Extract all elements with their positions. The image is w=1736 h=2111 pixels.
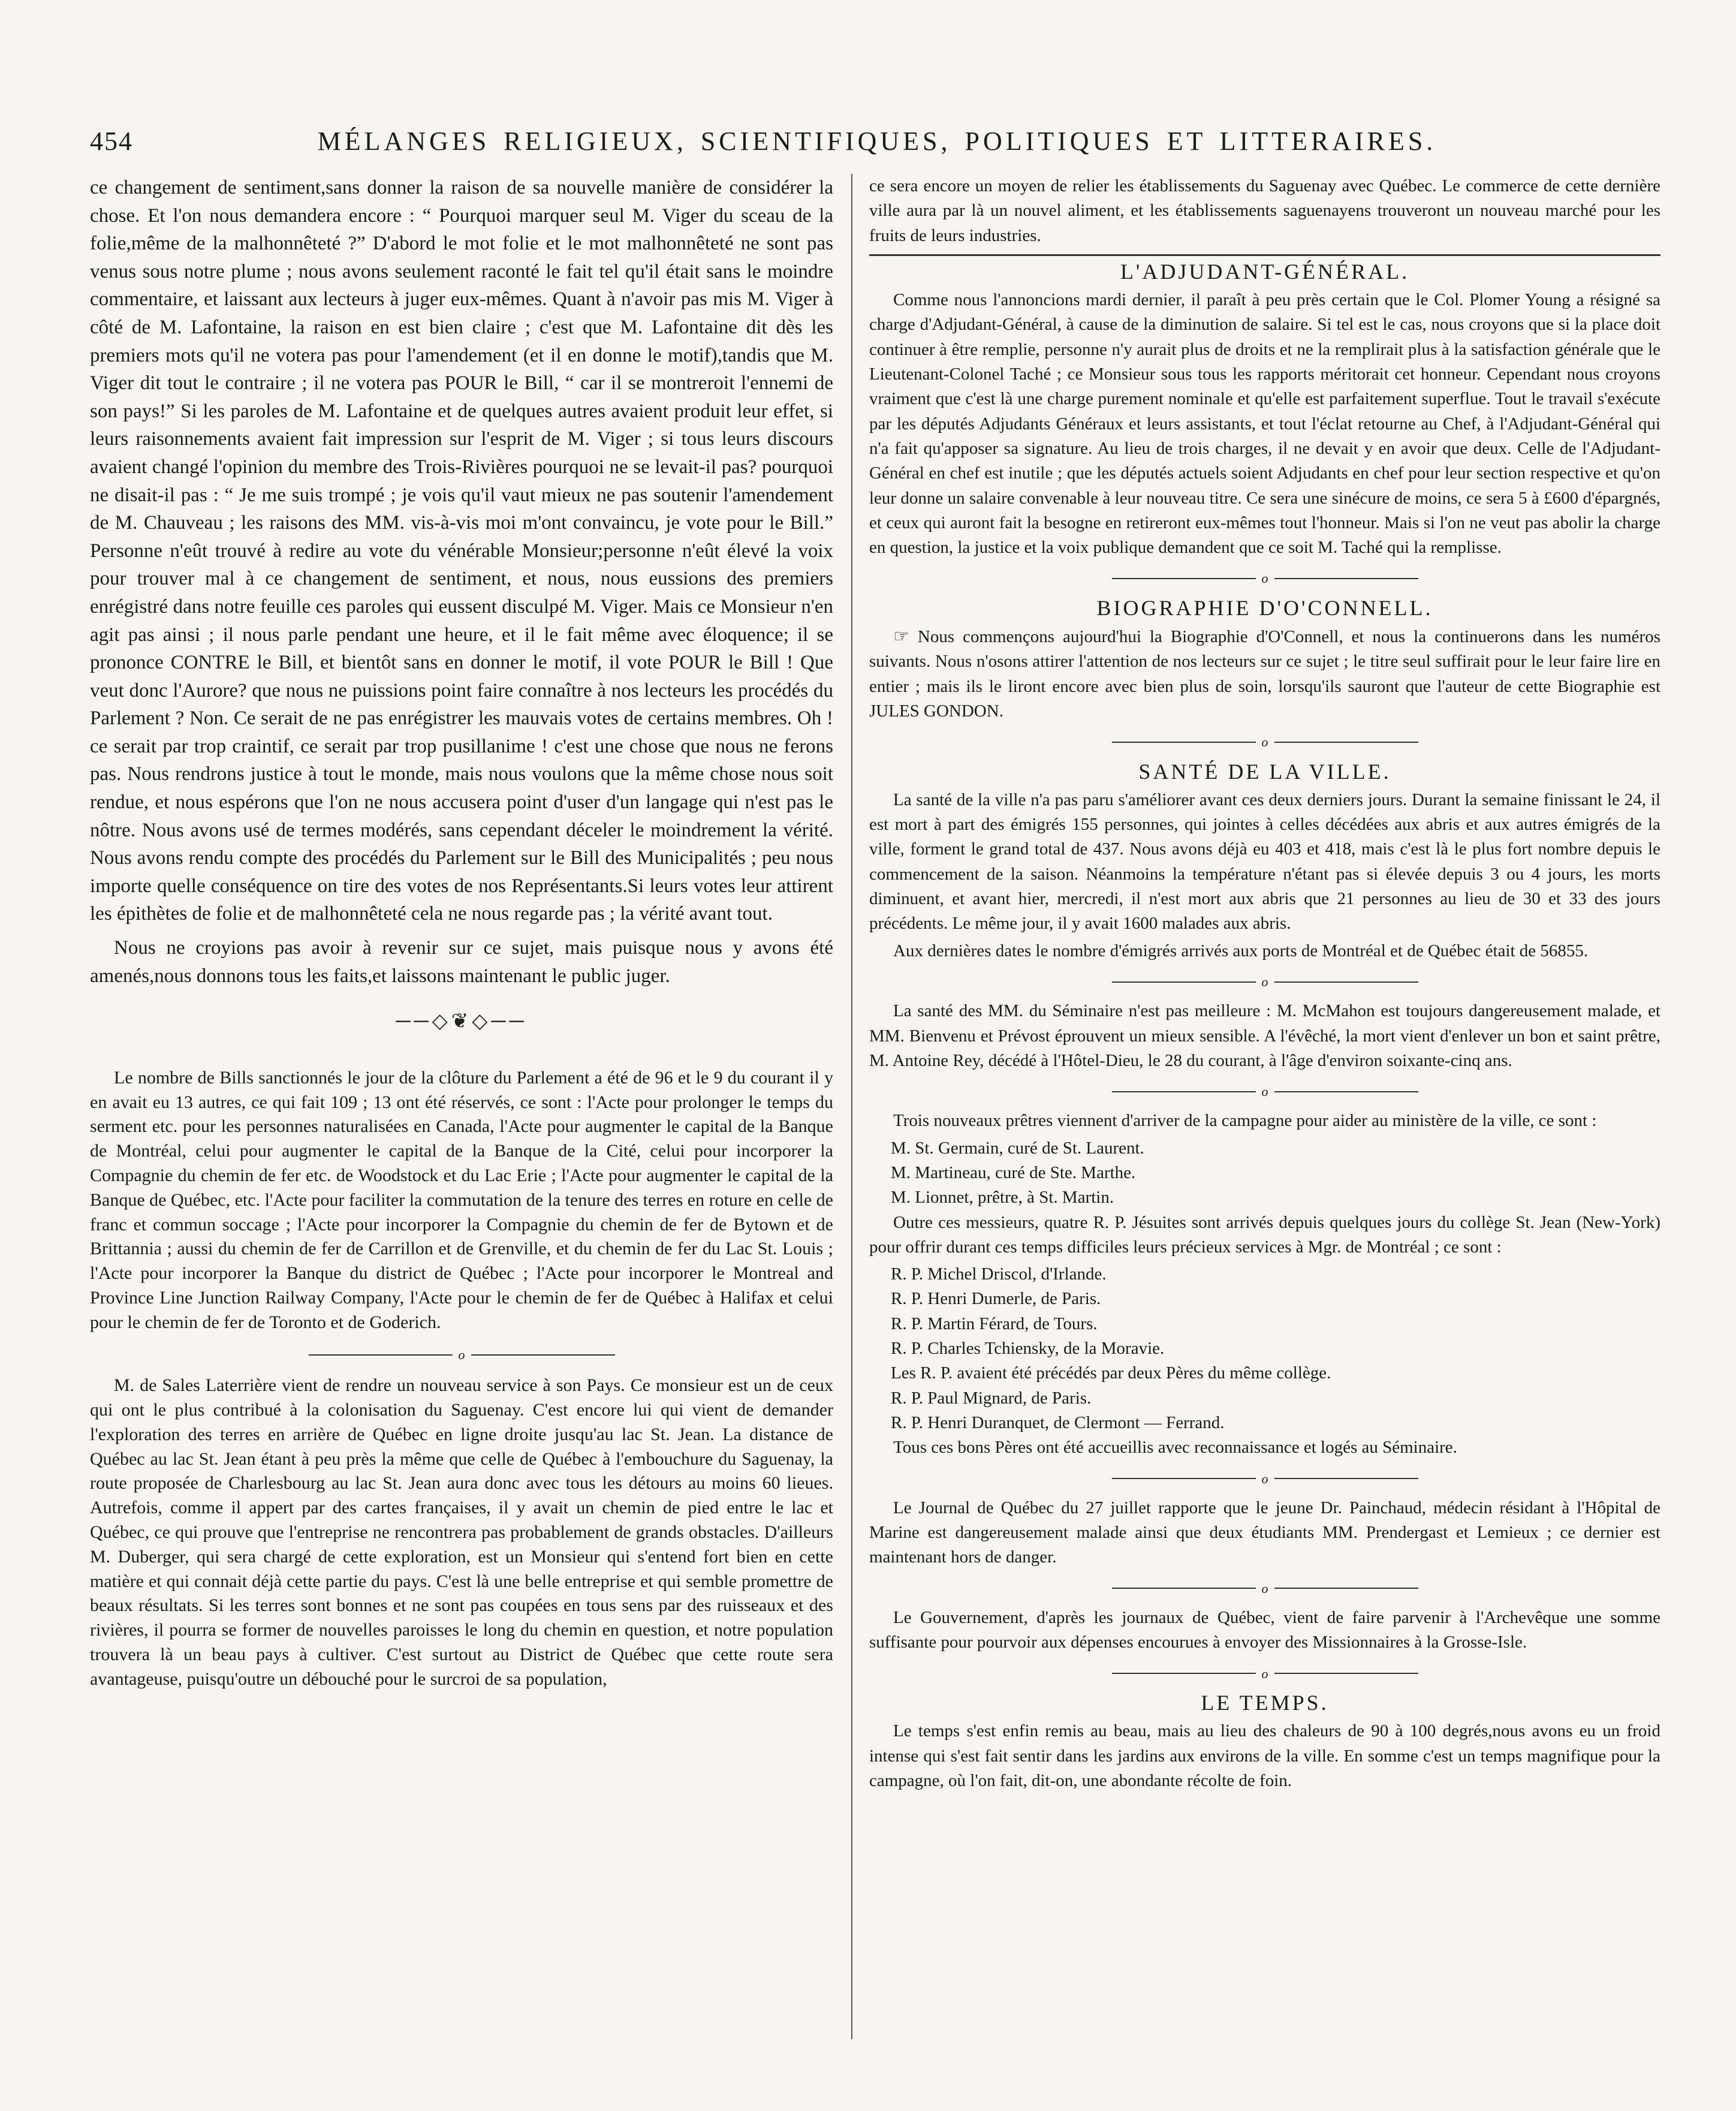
section-rule: o: [869, 1079, 1660, 1104]
right-column: [851, 174, 1660, 2039]
section-rule: o: [869, 969, 1660, 994]
sante-paragraph: Aux dernières dates le nombre d'émigrés arrivés aux ports de Montréal et de Québec était de 56855.: [893, 941, 1589, 960]
list-item: R. P. Henri Dumerle, de Paris.: [891, 1289, 1101, 1309]
article-paragraph: Nous ne croyions pas avoir à revenir sur ce sujet, mais puisque nous y avons été amenés,nous donnons tous les faits,et laissons maintenant le public juger.: [90, 937, 833, 987]
list-item: M. Martineau, curé de Ste. Marthe.: [891, 1163, 1136, 1182]
bills-paragraph: Le nombre de Bills sanctionnés le jour de la clôture du Parlement a été de 96 et le 9 du courant il y en avait eu 13 autres, ce qui fait 109 ; 13 ont été réservés, ce sont : l'Acte pour prolonger le temps du serment etc. pour les personnes naturalisées en Canada, l'Acte pour augmenter le capital de la Banque de Montréal, celui pour augmenter le capital de la Banque de la Cité, celui pour incorporer la Compagnie du chemin de fer etc. de Woodstock et du Lac Erie ; l'Acte pour augmenter le capital de la Banque de Québec, etc. l'Acte pour faciliter la commutation de la tenure des terres en roture en celle de franc et commun soccage ; l'Acte pour incorporer la Compagnie du chemin de fer de Bytown et de Brittannia ; aussi du chemin de fer de Carrillon et de Grenville, et du chemin de fer du Lac St. Louis ; l'Acte pour incorporer la Banque du district de Québec ; l'Acte pour incorporer le Montreal and Province Line Junction Railway Company, l'Acte pour le chemin de fer de Québec à Halifax et celui pour le chemin de fer de Toronto et de Goderich.: [90, 1067, 833, 1332]
section-rule: o: [90, 1341, 833, 1369]
bio-paragraph: Nous commençons aujourd'hui la Biographie d'O'Connell, et nous la continuerons dans les numéros suivants. Nous n'osons attirer l'attention de nos lecteurs sur ce sujet ; le titre seul suffirait pour le leur faire lire en entier ; mais ils le liront encore avec bien plus de soin, lorsqu'ils sauront que l'auteur de cette Biographie est JULES GONDON.: [869, 627, 1660, 721]
temps-paragraph: Le temps s'est enfin remis au beau, mais au lieu des chaleurs de 90 à 100 degrés,nous avons eu un froid intense qui s'est fait sentir dans les jardins aux environs de la ville. En somme c'est un temps magnifique pour la campagne, où l'on fait, dit-on, une abondante récolte de foin.: [869, 1721, 1660, 1790]
section-title-sante: SANTÉ DE LA VILLE.: [1138, 759, 1391, 784]
list-item: M. St. Germain, curé de St. Laurent.: [891, 1138, 1144, 1158]
section-rule: o: [869, 730, 1660, 754]
section-rule: o: [869, 1466, 1660, 1491]
seminaire-paragraph: La santé des MM. du Séminaire n'est pas meilleure : M. McMahon est toujours dangereusement malade, et MM. Bienvenu et Prévost éprouvent un mieux sensible. A l'évêché, la mort vient d'enlever un bon et saint prêtre, M. Antoine Rey, décédé à l'Hôtel-Dieu, le 28 du courant, à l'âge d'environ soixante-cinq ans.: [869, 1001, 1660, 1070]
list-item: Les R. P. avaient été précédés par deux Pères du même collège.: [891, 1363, 1331, 1383]
laterriere-paragraph: M. de Sales Laterrière vient de rendre un nouveau service à son Pays. Ce monsieur est un de ceux qui ont le plus contribué à la colonisation du Saguenay. C'est encore lui qui vient de demander l'exploration des terres en arrière de Québec en ligne droite jusqu'au lac St. Jean. La distance de Québec au lac St. Jean étant à peu près la même que celle de Québec à l'embouchure du Saguenay, la route proposée de Charlesbourg au lac St. Jean aura donc avec tous les détours au moins 60 lieues. Autrefois, comme il appert par des cartes françaises, il y avait un chemin de pied entre le lac et Québec, ce qui prouve que l'entreprise ne rencontrera pas probablement de grands obstacles. D'ailleurs M. Duberger, qui sera chargé de cette exploration, est un Monsieur qui s'entend fort bien en cette matière et qui connait déjà cette partie du pays. C'est là une belle entreprise et qui semble promettre de beaux résultats. Si les terres sont bonnes et ne sont pas coupées en tous sens par des ruisseaux et des rivières, il pourra se former de nouvelles paroisses le long du chemin en question, et notre population trouvera là un beau pays à cultiver. C'est surtout au District de Québec que cette route sera avantageuse, puisqu'outre un débouché pour le surcroi de sa population,: [90, 1375, 833, 1689]
jesuites-outro: Tous ces bons Pères ont été accueillis avec reconnaissance et logés au Séminaire.: [893, 1438, 1457, 1457]
running-head: [90, 120, 1664, 168]
section-rule: [869, 254, 1660, 256]
page-title: MÉLANGES RELIGIEUX, SCIENTIFIQUES, POLITIQUES ET LITTERAIRES.: [317, 127, 1437, 156]
list-item: M. Lionnet, prêtre, à St. Martin.: [891, 1188, 1114, 1207]
pointing-hand-icon: ☞: [893, 626, 909, 648]
columns: [90, 174, 1664, 2039]
section-title-adjudant: L'ADJUDANT-GÉNÉRAL.: [1120, 259, 1410, 284]
list-item: R. P. Paul Mignard, de Paris.: [891, 1388, 1092, 1408]
pretres-intro: Trois nouveaux prêtres viennent d'arriver de la campagne pour aider au ministère de la ville, ce sont :: [893, 1111, 1597, 1131]
left-column: [90, 174, 851, 2039]
continuation-paragraph: ce sera encore un moyen de relier les établissements du Saguenay avec Québec. Le commerce de cette dernière ville aura par là un nouvel aliment, et les établissements saguenayens trouveront un nouveau marché pour les fruits de leurs industries.: [869, 176, 1660, 245]
list-item: R. P. Michel Driscol, d'Irlande.: [891, 1264, 1107, 1284]
adjudant-paragraph: Comme nous l'annoncions mardi dernier, il paraît à peu près certain que le Col. Plomer Young a résigné sa charge d'Adjudant-Général, à cause de la diminution de salaire. Si tel est le cas, nous croyons que si la place doit continuer à être remplie, personne n'y aurait plus de droits et ne la remplirait plus à la satisfaction générale que le Lieutenant-Colonel Taché ; ce Monsieur sous tous les rapports méritorait cet honneur. Cependant nous croyons vraiment que c'est là une charge purement nominale et qu'elle est parfaitement superflue. Tout le travail s'exécute par les députés Adjudants Généraux et leurs assistants, et tout l'éclat retourne au Chef, à l'Adjudant-Général qui n'a fait qu'apposer sa signature. Au lieu de trois charges, il ne devait y en avoir que deux. Celle de l'Adjudant-Général en chef est inutile ; que les députés actuels soient Adjudants en chef pour leur section respective et qu'on leur donne un salaire convenable à leur nouveau titre. Ce sera une sinécure de moins, ce sera 5 à £600 d'épargnés, et ceux qui auront fait la besogne en retireront eux-mêmes tout l'honneur. Mais si l'on ne veut pas abolir la charge en question, la justice et la voix publique demandent que ce soit M. Taché qui la remplisse.: [869, 290, 1660, 558]
section-title-temps: LE TEMPS.: [1201, 1690, 1329, 1715]
list-item: R. P. Charles Tchiensky, de la Moravie.: [891, 1339, 1165, 1359]
sante-paragraph: La santé de la ville n'a pas paru s'améliorer avant ces deux derniers jours. Durant la semaine finissant le 24, il est mort à part des émigrés 155 personnes, qui jointes à celles décédées aux abris et aux autres émigrés de la ville, forment le grand total de 437. Nous avons déjà eu 403 et 418, mais c'est là le plus fort nombre depuis le commencement de la saison. Néanmoins la température n'étant pas si élevée depuis 3 ou 4 jours, les morts diminuent, et avant hier, mercredi, il n'est mort aux abris que 21 personnes au lieu de 30 et 33 des jours précédents. Le même jour, il y avait 1600 malades aux abris.: [869, 790, 1660, 933]
gouvernement-paragraph: Le Gouvernement, d'après les journaux de Québec, vient de faire parvenir à l'Archevêque une somme suffisante pour pourvoir aux dépenses encourues à envoyer des Missionnaires à la Grosse-Isle.: [869, 1608, 1660, 1652]
page-number: 454: [90, 127, 133, 156]
jesuites-intro: Outre ces messieurs, quatre R. P. Jésuites sont arrivés depuis quelques jours du collège St. Jean (New-York) pour offrir durant ces temps difficiles leurs précieux services à Mgr. de Montréal ; ce sont :: [869, 1212, 1660, 1257]
section-title-biographie: BIOGRAPHIE D'O'CONNELL.: [1096, 595, 1433, 620]
ornament-divider: ──◇❦◇──: [396, 1010, 528, 1033]
section-rule: o: [869, 1661, 1660, 1686]
article-paragraph: ce changement de sentiment,sans donner la raison de sa nouvelle manière de considérer la chose. Et l'on nous demandera encore : “ Pourquoi marquer seul M. Viger du sceau de la folie,même de la malhonnêteté ?” D'abord le mot folie et le mot malhonnêteté ne sont pas venus sous notre plume ; nous avons seulement raconté le fait tel qu'il était sans le moindre commentaire, et laissant aux lecteurs à juger eux-mêmes. Quant à n'avoir pas mis M. Viger à côté de M. Lafontaine, la raison en est bien claire ; c'est que M. Lafontaine dit dès les premiers mots qu'il ne votera pas pour l'amendement (et il en donne le motif),tandis que M. Viger dit tout le contraire ; il ne votera pas POUR le Bill, “ car il se montreroit l'ennemi de son pays!” Si les paroles de M. Lafontaine et de quelques autres avaient produit leur effet, si leurs raisonnements avaient fait impression sur l'esprit de M. Viger ; si tous leurs discours avaient changé l'opinion du membre des Trois-Rivières pourquoi ne se levait-il pas? pourquoi ne disait-il pas : “ Je me suis trompé ; je vois qu'il vaut mieux ne pas soutenir l'amendement de M. Chauveau ; les raisons des MM. vis-à-vis moi m'ont convaincu, je vote pour le Bill.” Personne n'eût trouvé à redire au vote du vénérable Monsieur;personne n'eût élevé la voix pour trouver mal à ce changement de sentiment, et nous, nous eussions des premiers enrégistré dans notre feuille ces paroles qui eussent disculpé M. Viger. Mais ce Monsieur n'en agit pas ainsi ; il nous parle pendant une heure, et il le fait même avec éloquence; il se prononce CONTRE le Bill, et bientôt sans en donner le motif, il vote POUR le Bill ! Que veut donc l'Aurore? que nous ne puissions point faire connaître à nos lecteurs les procédés du Parlement ? Non. Ce serait de ne pas enrégistrer les mauvais votes de certains membres. Oh ! ce serait par trop craintif, ce serait par trop pusillanime ! c'est une chose que nous ne ferons pas. Nous rendrons justice à tout le monde, mais nous voulons que la même chose nous soit rendue, et nous espérons que l'on ne nous accusera point d'user d'un langage qui n'est pas le nôtre. Nous avons usé de termes modérés, sans cependant déceler le moindrement la vérité. Nous avons rendu compte des procédés du Parlement sur le Bill des Municipalités ; peu nous importe quelle conséquence on tire des votes de nos Représentants.Si leurs votes leur attirent les épithètes de folie et de malhonnêteté cela ne nous regarde pas ; la vérité avant tout.: [90, 177, 833, 925]
section-rule: o: [869, 566, 1660, 591]
list-item: R. P. Martin Férard, de Tours.: [891, 1314, 1098, 1333]
journal-paragraph: Le Journal de Québec du 27 juillet rapporte que le jeune Dr. Painchaud, médecin résidant à l'Hôpital de Marine est dangereusement malade ainsi que deux étudiants MM. Prendergast et Lemieux ; ce dernier est maintenant hors de danger.: [869, 1498, 1660, 1567]
list-item: R. P. Henri Duranquet, de Clermont — Ferrand.: [891, 1413, 1225, 1432]
section-rule: o: [869, 1576, 1660, 1601]
